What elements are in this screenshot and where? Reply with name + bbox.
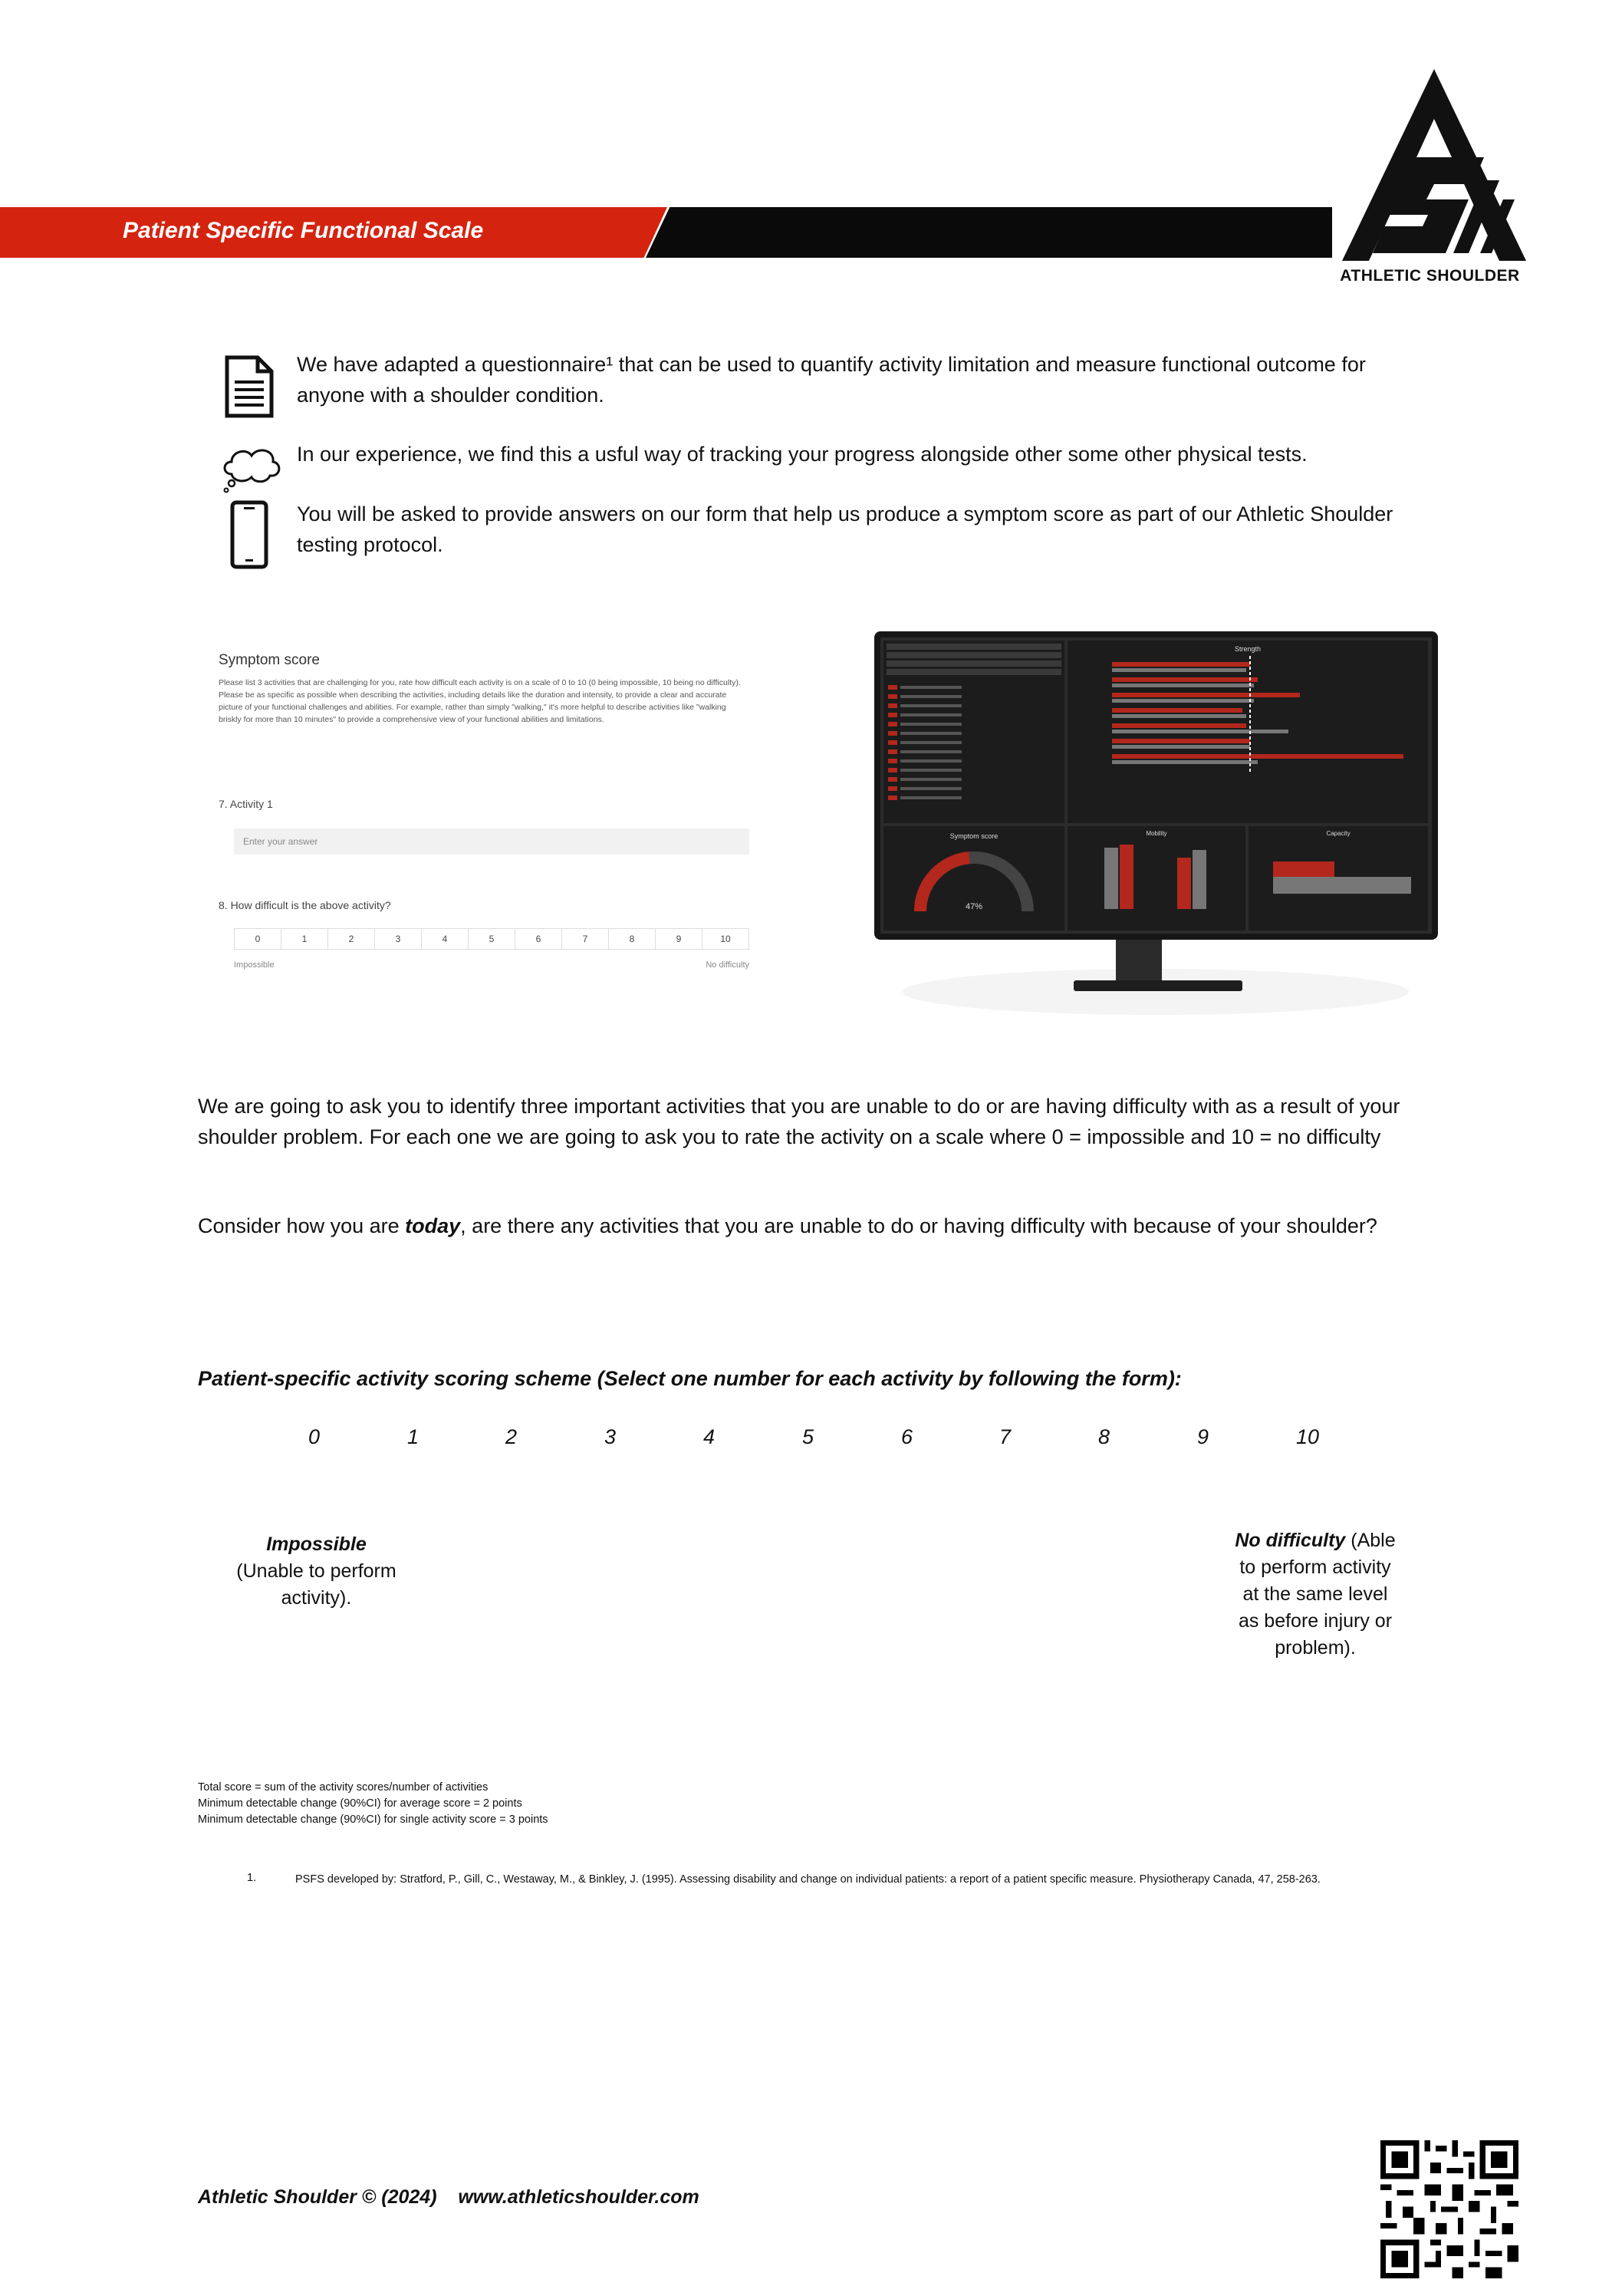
form-preview-description: Please list 3 activities that are challenging for you, rate how difficult each activity is on a scale of 0 to 10 (0 being impossible, 10 being no difficulty). Please be as specific as possible when describing the activities, including details like the duration and intensity, to provide a clear and accurate picture of your functional challenges and abilities. For example, rather than simply "walking," it's more helpful to describe activities like "walking briskly for more than 10 minutes" to provide a comprehensive view of your functional abilities and limitations. bbox=[219, 678, 741, 724]
form-preview-question-8: 8. How difficult is the above activity? bbox=[219, 899, 391, 911]
impossible-label: Impossible bbox=[266, 1533, 367, 1555]
mdc-average-note: Minimum detectable change (90%CI) for average score = 2 points bbox=[198, 1797, 522, 1810]
brand-name: ATHLETIC SHOULDER bbox=[1340, 267, 1520, 285]
scale-number-8: 8 bbox=[1098, 1425, 1110, 1448]
form-preview-question-7: 7. Activity 1 bbox=[219, 798, 273, 810]
footer-url[interactable]: www.athleticshoulder.com bbox=[458, 2186, 699, 2208]
impossible-anchor: Impossible (Unable to perform activity). bbox=[215, 1531, 418, 1612]
no-difficulty-label: No difficulty bbox=[1235, 1530, 1346, 1551]
form-preview-rating-option: 0 bbox=[235, 929, 281, 949]
capacity-panel-title: Capacity bbox=[1326, 830, 1351, 837]
form-preview-rating-option: 9 bbox=[656, 929, 702, 949]
scale-number-5: 5 bbox=[802, 1425, 814, 1448]
intro-paragraph-3: You will be asked to provide answers on our form that help us produce a symptom score as part of our Athletic Shoulder testing protocol. bbox=[297, 502, 1393, 556]
dashboard-monitor-image bbox=[874, 631, 1438, 1023]
reference-number: 1. bbox=[247, 1872, 257, 1884]
today-question: Consider how you are today, are there any activities that you are unable to do or having difficulty with because of your shoulder? bbox=[198, 1214, 1377, 1237]
strength-panel-title: Strength bbox=[1234, 645, 1262, 653]
footer bbox=[198, 2186, 699, 2209]
scale-number-4: 4 bbox=[703, 1425, 716, 1448]
total-score-note: Total score = sum of the activity scores/number of activities bbox=[198, 1781, 489, 1794]
symptom-score-value: 47% bbox=[965, 902, 983, 911]
intro-paragraph-1: We have adapted a questionnaire¹ that can be used to quantify activity limitation and measure functional outcome for anyone with a shoulder condition. bbox=[297, 353, 1366, 407]
form-preview-title: Symptom score bbox=[219, 652, 320, 668]
smartphone-icon bbox=[230, 500, 268, 569]
form-preview-rating-scale bbox=[234, 928, 749, 950]
scoring-scheme-title: Patient-specific activity scoring scheme (Select one number for each activity by following the form): bbox=[198, 1367, 1182, 1390]
scale-number-3: 3 bbox=[604, 1425, 617, 1448]
mdc-single-note: Minimum detectable change (90%CI) for single activity score = 3 points bbox=[198, 1813, 548, 1826]
form-preview-rating-option: 4 bbox=[422, 929, 469, 949]
footer-copyright: Athletic Shoulder © (2024) bbox=[198, 2186, 437, 2208]
header-band-black bbox=[646, 207, 1332, 258]
scale-number-10: 10 bbox=[1296, 1425, 1320, 1448]
form-preview-rating-option: 7 bbox=[562, 929, 609, 949]
form-preview-rating-option: 2 bbox=[328, 929, 375, 949]
form-preview-rating-option: 1 bbox=[281, 929, 328, 949]
mobility-panel-title: Mobility bbox=[1146, 830, 1167, 837]
athletic-shoulder-logo-icon bbox=[1319, 65, 1541, 295]
scale-number-7: 7 bbox=[999, 1425, 1012, 1448]
page-title: Patient Specific Functional Scale bbox=[123, 218, 484, 243]
form-preview-rating-option: 5 bbox=[469, 929, 515, 949]
reference-citation: PSFS developed by: Stratford, P., Gill, C., Westaway, M., & Binkley, J. (1995). Assessing disability and change on individual patients: a report of a patient specific measure. Physiotherapy Canada, 47, 258-263. bbox=[295, 1873, 1321, 1886]
scale-number-9: 9 bbox=[1197, 1425, 1209, 1448]
scale-number-0: 0 bbox=[308, 1425, 321, 1448]
thought-bubble-icon bbox=[221, 443, 282, 494]
form-preview-rating-option: 3 bbox=[375, 929, 422, 949]
qr-code-icon[interactable] bbox=[1380, 2140, 1518, 2278]
today-emphasis: today bbox=[405, 1214, 461, 1237]
form-preview-high-label: No difficulty bbox=[706, 960, 749, 970]
scale-number-6: 6 bbox=[901, 1425, 913, 1448]
scale-number-1: 1 bbox=[407, 1425, 419, 1448]
symptom-panel-title: Symptom score bbox=[949, 832, 999, 840]
scale-number-2: 2 bbox=[505, 1425, 518, 1448]
symptom-form-preview bbox=[219, 652, 755, 982]
form-preview-rating-option: 6 bbox=[515, 929, 562, 949]
form-preview-rating-option: 10 bbox=[720, 934, 731, 944]
activities-instructions: We are going to ask you to identify three important activities that you are unable to do or are having difficulty with as a result of your shoulder problem. For each one we are going to ask you to rate the activity on a scale where 0 = impossible and 10 = no difficulty bbox=[198, 1095, 1400, 1148]
document-icon bbox=[224, 354, 275, 419]
form-preview-rating-option: 8 bbox=[609, 929, 656, 949]
form-preview-low-label: Impossible bbox=[234, 960, 275, 970]
intro-paragraph-2: In our experience, we find this a usful way of tracking your progress alongside other some other physical tests. bbox=[297, 443, 1308, 466]
no-difficulty-anchor: No difficulty (Able to perform activity at the same level as before injury or problem). bbox=[1235, 1530, 1396, 1659]
form-preview-answer-input: Enter your answer bbox=[234, 828, 749, 855]
